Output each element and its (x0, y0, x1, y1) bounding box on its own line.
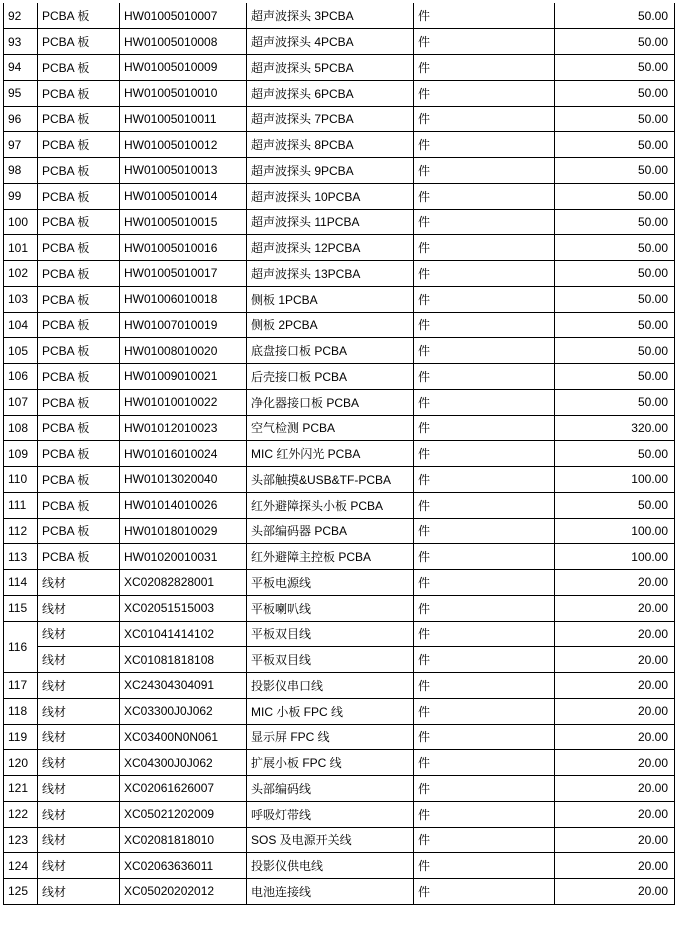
table-row (4, 698, 675, 724)
material-name-cell: 超声波探头 10PCBA (247, 183, 414, 209)
material-type-cell: 线材 (38, 776, 120, 802)
unit-cell: 件 (414, 29, 555, 55)
quantity-cell: 20.00 (555, 879, 675, 905)
material-name-cell: 侧板 1PCBA (247, 286, 414, 312)
material-type-cell: 线材 (38, 673, 120, 699)
table-row (4, 595, 675, 621)
table-row (4, 673, 675, 699)
material-type-cell: 线材 (38, 595, 120, 621)
row-number-cell: 115 (4, 595, 38, 621)
row-number-cell: 110 (4, 467, 38, 493)
table-row (4, 286, 675, 312)
material-code-cell: XC24304304091 (120, 673, 247, 699)
row-number-cell: 96 (4, 106, 38, 132)
material-code-cell: HW01005010013 (120, 158, 247, 184)
table-row (4, 776, 675, 802)
table-row (4, 235, 675, 261)
material-name-cell: 超声波探头 13PCBA (247, 261, 414, 287)
material-name-cell: SOS 及电源开关线 (247, 827, 414, 853)
material-type-cell: PCBA 板 (38, 158, 120, 184)
row-number-cell: 101 (4, 235, 38, 261)
material-type-cell: 线材 (38, 698, 120, 724)
material-code-cell: XC05021202009 (120, 801, 247, 827)
material-name-cell: 超声波探头 7PCBA (247, 106, 414, 132)
table-row (4, 467, 675, 493)
quantity-cell: 50.00 (555, 158, 675, 184)
row-number-cell: 114 (4, 570, 38, 596)
material-name-cell: 电池连接线 (247, 879, 414, 905)
material-type-cell: PCBA 板 (38, 80, 120, 106)
material-name-cell: 平板电源线 (247, 570, 414, 596)
table-row (4, 29, 675, 55)
unit-cell: 件 (414, 698, 555, 724)
material-name-cell: 超声波探头 11PCBA (247, 209, 414, 235)
material-code-cell: XC02061626007 (120, 776, 247, 802)
material-code-cell: HW01020010031 (120, 544, 247, 570)
material-code-cell: XC02081818010 (120, 827, 247, 853)
material-code-cell: XC05020202012 (120, 879, 247, 905)
table-row (4, 415, 675, 441)
table-row (4, 389, 675, 415)
material-type-cell: PCBA 板 (38, 132, 120, 158)
unit-cell: 件 (414, 261, 555, 287)
quantity-cell: 50.00 (555, 389, 675, 415)
unit-cell: 件 (414, 518, 555, 544)
material-name-cell: 空气检测 PCBA (247, 415, 414, 441)
material-code-cell: XC02051515003 (120, 595, 247, 621)
material-code-cell: XC02063636011 (120, 853, 247, 879)
table-row (4, 106, 675, 132)
quantity-cell: 50.00 (555, 286, 675, 312)
row-number-cell: 95 (4, 80, 38, 106)
quantity-cell: 50.00 (555, 3, 675, 29)
material-name-cell: 净化器接口板 PCBA (247, 389, 414, 415)
material-type-cell: PCBA 板 (38, 312, 120, 338)
material-code-cell: HW01005010008 (120, 29, 247, 55)
table-row (4, 570, 675, 596)
unit-cell: 件 (414, 621, 555, 647)
table-row (4, 364, 675, 390)
row-number-cell: 117 (4, 673, 38, 699)
quantity-cell: 20.00 (555, 853, 675, 879)
material-code-cell: HW01005010012 (120, 132, 247, 158)
quantity-cell: 20.00 (555, 827, 675, 853)
material-code-cell: HW01008010020 (120, 338, 247, 364)
quantity-cell: 20.00 (555, 673, 675, 699)
row-number-cell: 93 (4, 29, 38, 55)
material-type-cell: PCBA 板 (38, 209, 120, 235)
material-code-cell: HW01012010023 (120, 415, 247, 441)
material-name-cell: 头部编码器 PCBA (247, 518, 414, 544)
unit-cell: 件 (414, 415, 555, 441)
quantity-cell: 100.00 (555, 518, 675, 544)
unit-cell: 件 (414, 724, 555, 750)
material-type-cell: PCBA 板 (38, 364, 120, 390)
material-type-cell: PCBA 板 (38, 55, 120, 81)
quantity-cell: 50.00 (555, 235, 675, 261)
material-type-cell: 线材 (38, 647, 120, 673)
material-code-cell: HW01005010017 (120, 261, 247, 287)
unit-cell: 件 (414, 801, 555, 827)
material-name-cell: 超声波探头 6PCBA (247, 80, 414, 106)
material-name-cell: 侧板 2PCBA (247, 312, 414, 338)
table-row (4, 209, 675, 235)
material-name-cell: 扩展小板 FPC 线 (247, 750, 414, 776)
material-type-cell: PCBA 板 (38, 261, 120, 287)
table-row (4, 55, 675, 81)
table-row (4, 853, 675, 879)
row-number-cell: 108 (4, 415, 38, 441)
table-row (4, 3, 675, 29)
material-code-cell: HW01005010016 (120, 235, 247, 261)
row-number-cell: 112 (4, 518, 38, 544)
material-type-cell: PCBA 板 (38, 389, 120, 415)
unit-cell: 件 (414, 544, 555, 570)
material-type-cell: PCBA 板 (38, 467, 120, 493)
material-type-cell: 线材 (38, 801, 120, 827)
material-type-cell: PCBA 板 (38, 29, 120, 55)
material-name-cell: 平板双目线 (247, 621, 414, 647)
material-name-cell: 头部触摸&USB&TF-PCBA (247, 467, 414, 493)
quantity-cell: 320.00 (555, 415, 675, 441)
unit-cell: 件 (414, 647, 555, 673)
material-code-cell: XC03400N0N061 (120, 724, 247, 750)
quantity-cell: 20.00 (555, 698, 675, 724)
unit-cell: 件 (414, 827, 555, 853)
material-code-cell: HW01005010009 (120, 55, 247, 81)
material-code-cell: XC03300J0J062 (120, 698, 247, 724)
material-code-cell: HW01005010010 (120, 80, 247, 106)
row-number-cell: 100 (4, 209, 38, 235)
quantity-cell: 100.00 (555, 544, 675, 570)
material-name-cell: 平板喇叭线 (247, 595, 414, 621)
row-number-cell: 104 (4, 312, 38, 338)
material-code-cell: XC02082828001 (120, 570, 247, 596)
material-name-cell: 超声波探头 9PCBA (247, 158, 414, 184)
row-number-cell: 99 (4, 183, 38, 209)
material-code-cell: HW01010010022 (120, 389, 247, 415)
quantity-cell: 20.00 (555, 621, 675, 647)
unit-cell: 件 (414, 80, 555, 106)
material-type-cell: 线材 (38, 570, 120, 596)
material-name-cell: 投影仪串口线 (247, 673, 414, 699)
row-number-cell: 118 (4, 698, 38, 724)
material-name-cell: 底盘接口板 PCBA (247, 338, 414, 364)
material-code-cell: HW01006010018 (120, 286, 247, 312)
table-row (4, 544, 675, 570)
table-row (4, 158, 675, 184)
unit-cell: 件 (414, 389, 555, 415)
table-row (4, 183, 675, 209)
table-row (4, 647, 675, 673)
row-number-cell: 123 (4, 827, 38, 853)
material-type-cell: PCBA 板 (38, 415, 120, 441)
material-type-cell: PCBA 板 (38, 286, 120, 312)
table-row (4, 132, 675, 158)
material-code-cell: HW01016010024 (120, 441, 247, 467)
unit-cell: 件 (414, 312, 555, 338)
quantity-cell: 50.00 (555, 106, 675, 132)
quantity-cell: 20.00 (555, 801, 675, 827)
material-name-cell: 头部编码线 (247, 776, 414, 802)
table-row (4, 801, 675, 827)
unit-cell: 件 (414, 183, 555, 209)
table-row (4, 492, 675, 518)
row-number-cell: 121 (4, 776, 38, 802)
material-code-cell: HW01005010014 (120, 183, 247, 209)
quantity-cell: 20.00 (555, 776, 675, 802)
material-type-cell: PCBA 板 (38, 183, 120, 209)
quantity-cell: 20.00 (555, 595, 675, 621)
unit-cell: 件 (414, 338, 555, 364)
material-name-cell: 后壳接口板 PCBA (247, 364, 414, 390)
quantity-cell: 50.00 (555, 55, 675, 81)
row-number-cell: 116 (4, 621, 38, 673)
material-code-cell: HW01005010011 (120, 106, 247, 132)
material-type-cell: 线材 (38, 621, 120, 647)
row-number-cell: 107 (4, 389, 38, 415)
row-number-cell: 102 (4, 261, 38, 287)
material-name-cell: 超声波探头 3PCBA (247, 3, 414, 29)
material-name-cell: 红外避障探头小板 PCBA (247, 492, 414, 518)
table-row (4, 312, 675, 338)
unit-cell: 件 (414, 158, 555, 184)
row-number-cell: 94 (4, 55, 38, 81)
table-body (4, 3, 675, 904)
unit-cell: 件 (414, 595, 555, 621)
material-code-cell: XC01041414102 (120, 621, 247, 647)
quantity-cell: 100.00 (555, 467, 675, 493)
material-name-cell: 超声波探头 5PCBA (247, 55, 414, 81)
row-number-cell: 106 (4, 364, 38, 390)
unit-cell: 件 (414, 286, 555, 312)
unit-cell: 件 (414, 235, 555, 261)
row-number-cell: 97 (4, 132, 38, 158)
material-type-cell: PCBA 板 (38, 106, 120, 132)
row-number-cell: 92 (4, 3, 38, 29)
unit-cell: 件 (414, 3, 555, 29)
material-type-cell: PCBA 板 (38, 235, 120, 261)
material-type-cell: PCBA 板 (38, 338, 120, 364)
row-number-cell: 125 (4, 879, 38, 905)
quantity-cell: 50.00 (555, 441, 675, 467)
quantity-cell: 20.00 (555, 570, 675, 596)
table-row (4, 879, 675, 905)
quantity-cell: 20.00 (555, 750, 675, 776)
material-type-cell: PCBA 板 (38, 544, 120, 570)
table-row (4, 518, 675, 544)
unit-cell: 件 (414, 106, 555, 132)
quantity-cell: 50.00 (555, 132, 675, 158)
material-type-cell: 线材 (38, 724, 120, 750)
row-number-cell: 113 (4, 544, 38, 570)
unit-cell: 件 (414, 853, 555, 879)
quantity-cell: 20.00 (555, 647, 675, 673)
material-type-cell: PCBA 板 (38, 518, 120, 544)
unit-cell: 件 (414, 364, 555, 390)
unit-cell: 件 (414, 441, 555, 467)
material-name-cell: 呼吸灯带线 (247, 801, 414, 827)
row-number-cell: 119 (4, 724, 38, 750)
material-type-cell: 线材 (38, 879, 120, 905)
material-type-cell: PCBA 板 (38, 492, 120, 518)
quantity-cell: 50.00 (555, 364, 675, 390)
material-name-cell: 超声波探头 8PCBA (247, 132, 414, 158)
quantity-cell: 50.00 (555, 29, 675, 55)
bom-table (3, 3, 675, 905)
quantity-cell: 50.00 (555, 338, 675, 364)
table-row (4, 338, 675, 364)
unit-cell: 件 (414, 132, 555, 158)
unit-cell: 件 (414, 750, 555, 776)
material-code-cell: HW01018010029 (120, 518, 247, 544)
material-code-cell: XC01081818108 (120, 647, 247, 673)
material-name-cell: MIC 小板 FPC 线 (247, 698, 414, 724)
material-type-cell: 线材 (38, 750, 120, 776)
row-number-cell: 103 (4, 286, 38, 312)
material-type-cell: 线材 (38, 853, 120, 879)
row-number-cell: 109 (4, 441, 38, 467)
unit-cell: 件 (414, 776, 555, 802)
material-name-cell: 投影仪供电线 (247, 853, 414, 879)
quantity-cell: 50.00 (555, 312, 675, 338)
row-number-cell: 111 (4, 492, 38, 518)
unit-cell: 件 (414, 209, 555, 235)
material-code-cell: XC04300J0J062 (120, 750, 247, 776)
unit-cell: 件 (414, 467, 555, 493)
material-name-cell: 红外避障主控板 PCBA (247, 544, 414, 570)
material-type-cell: PCBA 板 (38, 441, 120, 467)
row-number-cell: 122 (4, 801, 38, 827)
table-row (4, 750, 675, 776)
row-number-cell: 105 (4, 338, 38, 364)
quantity-cell: 50.00 (555, 492, 675, 518)
material-name-cell: 超声波探头 4PCBA (247, 29, 414, 55)
material-type-cell: 线材 (38, 827, 120, 853)
material-name-cell: MIC 红外闪光 PCBA (247, 441, 414, 467)
material-type-cell: PCBA 板 (38, 3, 120, 29)
quantity-cell: 20.00 (555, 724, 675, 750)
row-number-cell: 124 (4, 853, 38, 879)
row-number-cell: 98 (4, 158, 38, 184)
unit-cell: 件 (414, 673, 555, 699)
material-code-cell: HW01005010007 (120, 3, 247, 29)
table-row (4, 261, 675, 287)
quantity-cell: 50.00 (555, 261, 675, 287)
material-code-cell: HW01007010019 (120, 312, 247, 338)
material-code-cell: HW01009010021 (120, 364, 247, 390)
material-code-cell: HW01014010026 (120, 492, 247, 518)
table-row (4, 621, 675, 647)
material-name-cell: 显示屏 FPC 线 (247, 724, 414, 750)
material-name-cell: 超声波探头 12PCBA (247, 235, 414, 261)
unit-cell: 件 (414, 570, 555, 596)
quantity-cell: 50.00 (555, 183, 675, 209)
quantity-cell: 50.00 (555, 80, 675, 106)
quantity-cell: 50.00 (555, 209, 675, 235)
material-name-cell: 平板双目线 (247, 647, 414, 673)
table-row (4, 724, 675, 750)
unit-cell: 件 (414, 879, 555, 905)
material-code-cell: HW01005010015 (120, 209, 247, 235)
unit-cell: 件 (414, 55, 555, 81)
unit-cell: 件 (414, 492, 555, 518)
table-row (4, 827, 675, 853)
row-number-cell: 120 (4, 750, 38, 776)
table-row (4, 441, 675, 467)
material-code-cell: HW01013020040 (120, 467, 247, 493)
table-row (4, 80, 675, 106)
